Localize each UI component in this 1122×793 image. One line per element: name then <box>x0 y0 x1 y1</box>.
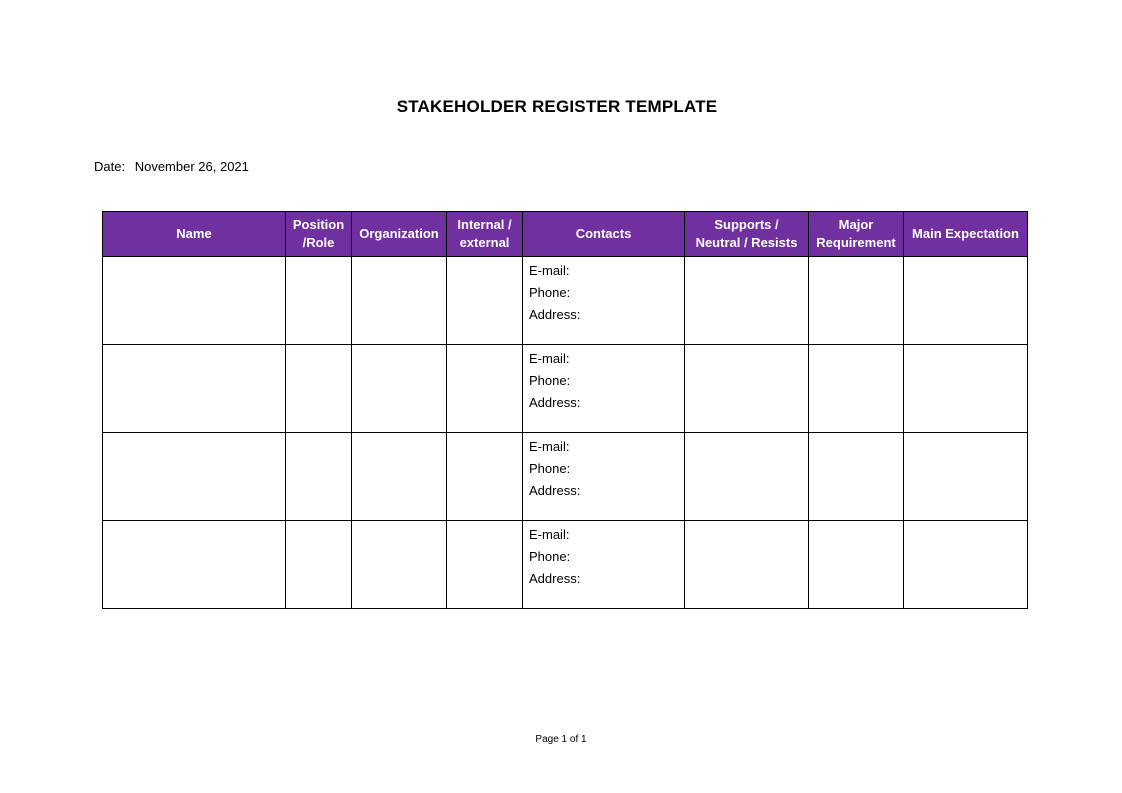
cell-contacts[interactable] <box>523 521 685 609</box>
header-row <box>103 212 1028 257</box>
header-position-role-line1: Position <box>292 217 345 232</box>
contact-address-label: Address: <box>529 571 581 586</box>
header-internal-external-line2: external <box>459 235 510 250</box>
cell-organization[interactable] <box>352 521 447 609</box>
contact-address-label: Address: <box>529 483 581 498</box>
cell-contacts[interactable] <box>523 257 685 345</box>
cell-contacts[interactable] <box>523 433 685 521</box>
cell-internal-external[interactable] <box>447 345 523 433</box>
cell-major-requirement[interactable] <box>809 433 904 521</box>
header-major-requirement <box>809 212 904 257</box>
page-number: Page 1 of 1 <box>535 734 587 745</box>
cell-name[interactable] <box>103 521 286 609</box>
table-row <box>103 257 1028 345</box>
header-main-expectation-line1: Main Expectation <box>912 226 1019 241</box>
cell-contacts[interactable] <box>523 345 685 433</box>
cell-major-requirement[interactable] <box>809 521 904 609</box>
header-internal-external <box>447 212 523 257</box>
cell-name[interactable] <box>103 345 286 433</box>
header-contacts-line1: Contacts <box>575 226 632 241</box>
table-row <box>103 521 1028 609</box>
date-line <box>94 159 249 174</box>
cell-supports-neutral-resists[interactable] <box>685 257 809 345</box>
contact-address-label: Address: <box>529 307 581 322</box>
date-value: November 26, 2021 <box>134 159 249 174</box>
cell-supports-neutral-resists[interactable] <box>685 521 809 609</box>
cell-main-expectation[interactable] <box>904 345 1028 433</box>
date-label: Date: <box>94 159 126 174</box>
cell-major-requirement[interactable] <box>809 257 904 345</box>
contact-phone-label: Phone: <box>529 373 571 388</box>
cell-supports-neutral-resists[interactable] <box>685 345 809 433</box>
cell-position-role[interactable] <box>286 257 352 345</box>
header-supports-neutral-resists <box>685 212 809 257</box>
cell-internal-external[interactable] <box>447 257 523 345</box>
cell-main-expectation[interactable] <box>904 257 1028 345</box>
cell-name[interactable] <box>103 433 286 521</box>
header-supports-line1: Supports / <box>714 217 779 232</box>
contact-email-label: E-mail: <box>529 263 570 278</box>
stakeholder-register-table <box>102 211 1028 609</box>
header-name-line1: Name <box>176 226 212 241</box>
cell-name[interactable] <box>103 257 286 345</box>
table-row <box>103 433 1028 521</box>
document-title: STAKEHOLDER REGISTER TEMPLATE <box>396 97 718 116</box>
cell-main-expectation[interactable] <box>904 433 1028 521</box>
header-position-role-line2: /Role <box>302 235 335 250</box>
cell-organization[interactable] <box>352 433 447 521</box>
table-row <box>103 345 1028 433</box>
cell-major-requirement[interactable] <box>809 345 904 433</box>
cell-organization[interactable] <box>352 345 447 433</box>
cell-main-expectation[interactable] <box>904 521 1028 609</box>
header-major-requirement-line1: Major <box>838 217 874 232</box>
cell-internal-external[interactable] <box>447 433 523 521</box>
contact-phone-label: Phone: <box>529 285 571 300</box>
contact-email-label: E-mail: <box>529 527 570 542</box>
cell-position-role[interactable] <box>286 521 352 609</box>
contact-email-label: E-mail: <box>529 351 570 366</box>
header-contacts <box>523 212 685 257</box>
header-internal-external-line1: Internal / <box>457 217 512 232</box>
cell-organization[interactable] <box>352 257 447 345</box>
contact-email-label: E-mail: <box>529 439 570 454</box>
header-supports-line2: Neutral / Resists <box>695 235 798 250</box>
contact-phone-label: Phone: <box>529 549 571 564</box>
cell-supports-neutral-resists[interactable] <box>685 433 809 521</box>
contact-phone-label: Phone: <box>529 461 571 476</box>
cell-internal-external[interactable] <box>447 521 523 609</box>
header-organization <box>352 212 447 257</box>
header-name <box>103 212 286 257</box>
contact-address-label: Address: <box>529 395 581 410</box>
cell-position-role[interactable] <box>286 345 352 433</box>
header-main-expectation <box>904 212 1028 257</box>
header-position-role <box>286 212 352 257</box>
header-organization-line1: Organization <box>359 226 439 241</box>
header-major-requirement-line2: Requirement <box>816 235 896 250</box>
cell-position-role[interactable] <box>286 433 352 521</box>
